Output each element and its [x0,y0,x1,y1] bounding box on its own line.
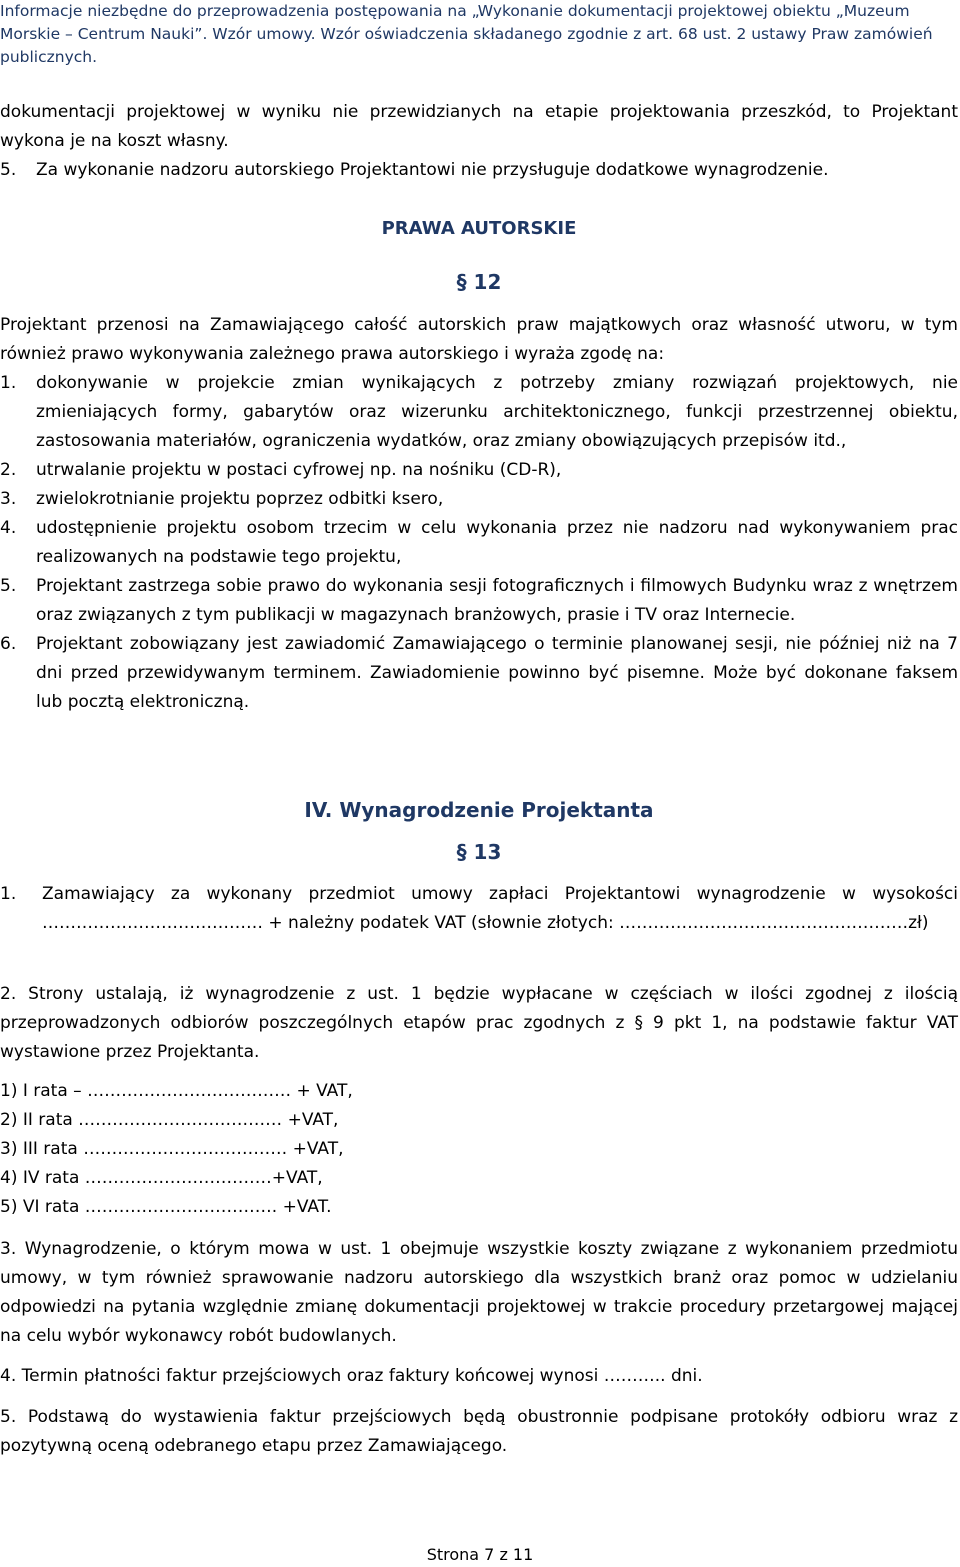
copyright-lead: Projektant przenosi na Zamawiającego całość autorskich praw majątkowych oraz własność utworu, w tym również prawo wykonywania zależnego prawa autorskiego i wyraża zgodę na: [0,315,958,364]
remuneration-item-1 [0,880,958,938]
installment-line: 1) I rata – ……………………………… + VAT, [0,1081,353,1101]
page-number: Strona 7 z 11 [426,1545,534,1564]
list-text: utrwalanie projektu w postaci cyfrowej np. na nośniku (CD-R), [36,460,562,480]
list-text: dokonywanie w projekcie zmian wynikających z potrzeby zmiany rozwiązań projektowych, nie zmieniających formy, gabarytów oraz wizerunku architektonicznego, funkcji przestrzennej obiektu, zastosowania materiałów, ograniczenia wydatków, oraz zmiany obowiązujących przepisów itd., [36,373,958,451]
installment-line: 2) II rata ……………………………… +VAT, [0,1110,339,1130]
list-text: Za wykonanie nadzoru autorskiego Projektantowi nie przysługuje dodatkowe wynagrodzenie. [36,160,829,180]
list-text: udostępnienie projektu osobom trzecim w celu wykonania przez nie nadzoru nad wykonywaniem prac realizowanych na podstawie tego projektu, [36,518,958,567]
list-item [0,572,958,630]
intro-item-5 [0,156,958,185]
remuneration-item-3: 3. Wynagrodzenie, o którym mowa w ust. 1 obejmuje wszystkie koszty związane z wykonaniem przedmiotu umowy, w tym również sprawowanie nadzoru autorskiego dla wszystkich branż oraz pomoc w udzielaniu odpowiedzi na pytania względnie zmianę dokumentacji projektowej w trakcie procedury przetargowej mającej na celu wybór wykonawcy robót budowlanych. [0,1239,958,1346]
remuneration-item-5: 5. Podstawą do wystawienia faktur przejściowych będą obustronnie podpisane protokóły odbioru wraz z pozytywną oceną odebranego etapu przez Zamawiającego. [0,1407,958,1456]
list-number: 4. [0,518,17,538]
remuneration-item-2: 2. Strony ustalają, iż wynagrodzenie z ust. 1 będzie wypłacane w częściach w ilości zgodnej z ilością przeprowadzonych odbiorów poszczególnych etapów prac zgodnych z § 9 pkt 1, na podstawie faktur VAT wystawione przez Projektanta. [0,984,958,1062]
installments-list [0,1077,958,1222]
installment-line: 4) IV rata ……………………………+VAT, [0,1168,323,1188]
section-heading-copyright: PRAWA AUTORSKIE [381,218,577,239]
list-number: 6. [0,634,17,654]
intro-continuation: dokumentacji projektowej w wyniku nie przewidzianych na etapie projektowania przeszkód, to Projektant wykona je na koszt własny. [0,102,958,151]
list-text: Projektant zobowiązany jest zawiadomić Zamawiającego o terminie planowanej sesji, nie później niż na 7 dni przed przewidywanym terminem. Zawiadomienie powinno być pisemne. Może być dokonane faksem lub pocztą elektroniczną. [36,634,958,712]
document-header: Informacje niezbędne do przeprowadzenia postępowania na „Wykonanie dokumentacji projektowej obiektu „Muzeum Morskie – Centrum Nauki”. Wzór umowy. Wzór oświadczenia składanego zgodnie z art. 68 ust. 2 ustawy Praw zamówień publicznych. [0,2,933,66]
copyright-list [0,369,958,717]
list-number: 5. [0,160,17,180]
paragraph-13-heading: § 13 [456,840,502,864]
list-number: 2. [0,460,17,480]
installment-line: 3) III rata ……………………………… +VAT, [0,1139,344,1159]
remuneration-item-4: 4. Termin płatności faktur przejściowych oraz faktury końcowej wynosi ……….. dni. [0,1366,703,1386]
list-number: 1. [0,373,17,393]
list-number: 3. [0,489,17,509]
list-item [0,369,958,456]
list-item [0,456,958,485]
list-text: zwielokrotnianie projektu poprzez odbitki ksero, [36,489,444,509]
list-text: Zamawiający za wykonany przedmiot umowy zapłaci Projektantowi wynagrodzenie w wysokości ………………………………… + należny podatek VAT (słownie złotych: ……………………………………………zł) [42,884,958,933]
paragraph-12-heading: § 12 [456,270,502,294]
list-number: 5. [0,576,17,596]
list-number: 1. [0,884,17,904]
list-item [0,514,958,572]
section-heading-remuneration: IV. Wynagrodzenie Projektanta [304,798,654,822]
list-item [0,485,958,514]
installment-line: 5) VI rata ……………………………. +VAT. [0,1197,332,1217]
list-text: Projektant zastrzega sobie prawo do wykonania sesji fotograficznych i filmowych Budynku wraz z wnętrzem oraz związanych z tym publikacji w magazynach branżowych, prasie i TV oraz Internecie. [36,576,958,625]
list-item [0,630,958,717]
